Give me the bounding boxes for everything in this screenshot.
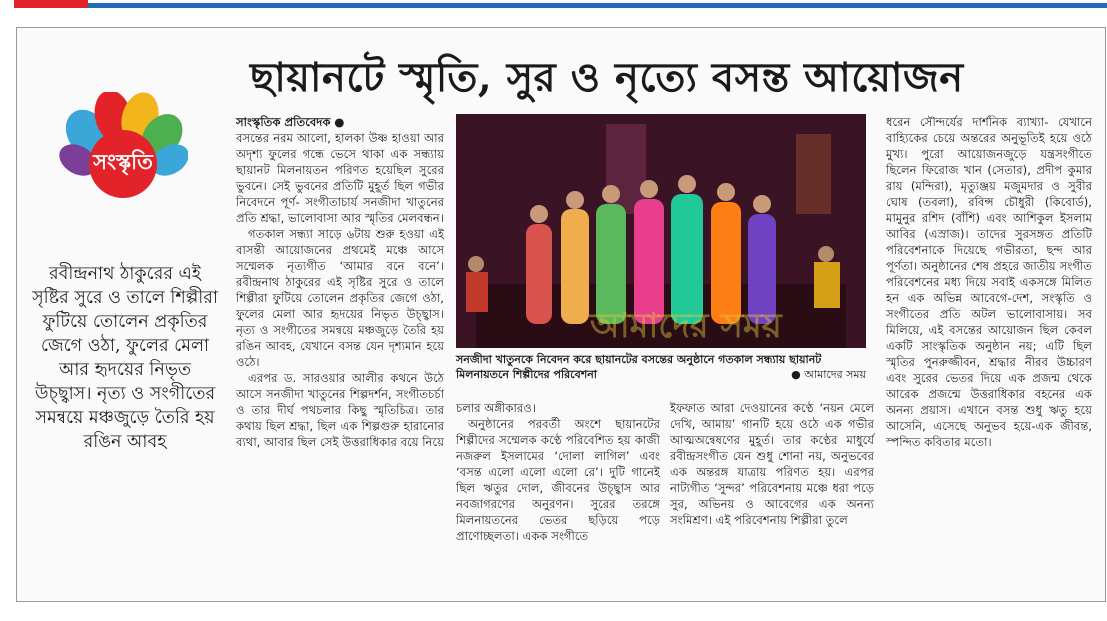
paragraph: বসন্তের নরম আলো, হালকা উষ্ণ হাওয়া আর অদৃশ্য ফুলের গন্ধে ভেসে থাকা এক সন্ধ্যায় ছায়ানট মিলনায়তন পরিণত হয়েছিল সুরের ভুবনে। সেই ভুবনের প্রতিটি মুহূর্ত ছিল গভীর নিবেদনে পূর্ণ- সংগীতাচার্য সনজীদা খাতুনের প্রতি শ্রদ্ধা, ভালোবাসা আর স্মৃতির মেলবন্ধন। xyxy=(236,131,444,225)
article-column-3 xyxy=(670,400,874,528)
paragraph: চলার অঙ্গীকারও। xyxy=(456,401,536,415)
photo-credit: ● আমাদের সময় xyxy=(791,368,866,381)
paragraph: ধরেন সৌন্দর্যের দার্শনিক ব্যাখ্যা- যেখানে বাহ্যিকের চেয়ে অন্তরের অনুভূতিই হয়ে ওঠে মুখ্য। পুরো আয়োজনজুড়ে যন্ত্রসংগীতে ছিলেন ফিরোজ খান (সেতার), প্রদীপ কুমার রায় (মন্দিরা), মৃত্যুঞ্জয় মজুমদার ও সুবীর ঘোষ (তবলা), রবিন্স চৌধুরী (কিবোর্ড), মামুনুর রশিদ (বাঁশি) এবং আশিকুল ইসলাম আবির (এস্রাজ)। তাদের সুরসঙ্গত প্রতিটি পরিবেশনাকে দিয়েছে গভীরতা, ছন্দ আর পূর্ণতা। অনুষ্ঠানের শেষ প্রহরে জাতীয় সংগীত পরিবেশনের মধ্য দিয়ে সবাই একসঙ্গে মিলিত হন এক অভিন্ন আবেগে-দেশ, সংস্কৃতি ও সংগীতের প্রতি অটল ভালোবাসায়। সব মিলিয়ে, এই বসন্তের আয়োজন ছিল কেবল একটি সাংস্কৃতিক অনুষ্ঠান নয়; এটি ছিল স্মৃতির পুনরুজ্জীবন, শ্রদ্ধার নীরব উচ্চারণ এবং সুরের ভেতর দিয়ে এক প্রজন্ম থেকে আরেক প্রজন্মে উত্তরাধিকার বহনের এক অনন্য প্রয়াস। এখানে বসন্ত শুধু ঋতু হয়ে আসেনি, এসেছে অনুভব হয়ে-এক জীবন্ত, স্পন্দিত কবিতার মতো। xyxy=(886,115,1092,449)
pull-quote: রবীন্দ্রনাথ ঠাকুরের এই সৃষ্টির সুরে ও তালে শিল্পীরা ফুটিয়ে তোলেন প্রকৃতির জেগে ওঠা, ফুলের মেলা আর হৃদয়ের নিভৃত উচ্ছ্বাস। নৃত্য ও সংগীতের সমন্বয়ে মঞ্চজুড়ে তৈরি হয় রঙিন আবহ xyxy=(32,264,218,452)
photo-watermark: আমাদের সময় xyxy=(590,306,782,346)
section-logo xyxy=(58,92,188,210)
paragraph: এরপর ড. সারওয়ার আলীর কথনে উঠে আসে সনজীদা খাতুনের শিল্পদর্শন, সংগীতচর্চা ও তার দীর্ঘ পথচলার কিছু স্মৃতিচিত্র। তার কথায় ছিল শ্রদ্ধা, ছিল এক শিল্পগুরু হারানোর ব্যথা, আবার ছিল সেই উত্তরাধিকার বয়ে নিয়ে xyxy=(236,371,444,449)
top-bar-blue-rule xyxy=(88,3,1107,8)
top-color-bar xyxy=(0,0,1107,9)
photo-caption xyxy=(456,352,866,382)
paragraph: ইফফাত আরা দেওয়ানের কণ্ঠে ‘নয়ন মেলে দেখি, আমায়’ গানটি হয়ে ওঠে এক গভীর আত্মঅন্বেষণের মুহূর্ত। তার কণ্ঠের মাধুর্যে রবীন্দ্রসংগীত যেন শুধু শোনা নয়, অনুভবের এক অন্তরঙ্গ যাত্রায় পরিণত হয়। এরপর নাট্যগীত ‘সুন্দর’ পরিবেশনায় মঞ্চে ধরা পড়ে সুর, অভিনয় ও আবেগের এক অনন্য সংমিশ্রণ। এই পরিবেশনায় শিল্পীরা তুলে xyxy=(670,401,874,527)
paragraph: অনুষ্ঠানের পরবর্তী অংশে ছায়ানটের শিল্পীদের সম্মেলক কণ্ঠে পরিবেশিত হয় কাজী নজরুল ইসলামের ‘দোলা লাগিল’ এবং ‘বসন্ত এলো এলো এলো রে’। দুটি গানেই ছিল ঋতুর দোল, জীবনের উচ্ছ্বাস আর নবজাগরণের অনুরণন। সুরের তরঙ্গে মিলনায়তনের ভেতর ছড়িয়ে পড়ে প্রাণোচ্ছলতা। একক সংগীতে xyxy=(456,417,660,543)
byline: সাংস্কৃতিক প্রতিবেদক xyxy=(236,115,331,129)
article-column-4 xyxy=(886,114,1092,450)
paragraph: গতকাল সন্ধ্যা সাড়ে ৬টায় শুরু হওয়া এই বাসন্তী আয়োজনের প্রথমেই মঞ্চে আসে সম্মেলক নৃত্যগীত ‘আমার বনে বনে’। রবীন্দ্রনাথ ঠাকুরের এই সৃষ্টির সুরে ও তালে শিল্পীরা ফুটিয়ে তোলেন প্রকৃতির জেগে ওঠা, ফুলের মেলা আর হৃদয়ের নিভৃত উচ্ছ্বাস। নৃত্য ও সংগীতের সমন্বয়ে মঞ্চজুড়ে তৈরি হয় রঙিন আবহ, যেখানে বসন্ত যেন দৃশ্যমান হয়ে ওঠে। xyxy=(236,227,444,369)
credit-text: আমাদের সময় xyxy=(804,368,866,381)
caption-text: সনজীদা খাতুনকে নিবেদন করে ছায়ানটের বসন্তের অনুষ্ঠানে গতকাল সন্ধ্যায় ছায়ানট মিলনায়তনে শিল্পীদের পরিবেশনা xyxy=(456,353,822,381)
article-column-2 xyxy=(456,400,660,544)
article-column-1: সাংস্কৃতিক প্রতিবেদক ● বসন্তের নরম আলো, হালকা উষ্ণ হাওয়া আর অদৃশ্য ফুলের গন্ধে ভেসে থাকা এক সন্ধ্যায় ছায়ানট মিলনায়তন পরিণত হয়েছিল সুরের ভুবনে। সেই ভুবনের প্রতিটি মুহূর্ত ছিল গভীর নিবেদনে পূর্ণ- সংগীতাচার্য সনজীদা খাতুনের প্রতি শ্রদ্ধা, ভালোবাসা আর স্মৃতির মেলবন্ধন। গতকাল সন্ধ্যা সাড়ে ৬টায় শুরু হওয়া এই বাসন্তী আয়োজনের প্রথমেই মঞ্চে আসে সম্মেলক নৃত্যগীত ‘আমার বনে বনে’। রবীন্দ্রনাথ ঠাকুরের এই সৃষ্টির সুরে ও তালে শিল্পীরা ফুটিয়ে তোলেন প্রকৃতির জেগে ওঠা, ফুলের মেলা আর হৃদয়ের নিভৃত উচ্ছ্বাস। নৃত্য ও সংগীতের সমন্বয়ে মঞ্চজুড়ে তৈরি হয় রঙিন আবহ, যেখানে বসন্ত যেন দৃশ্যমান হয়ে ওঠে। এরপর ড. সারওয়ার আলীর কথনে উঠে আসে সনজীদা খাতুনের শিল্পদর্শন, সংগীতচর্চা ও তার দীর্ঘ পথচলার কিছু স্মৃতিচিত্র। তার কথায় ছিল শ্রদ্ধা, ছিল এক শিল্পগুরু হারানোর ব্যথা, আবার ছিল সেই উত্তরাধিকার বয়ে নিয়ে xyxy=(236,115,444,449)
article-headline: ছায়ানটে স্মৃতি, সুর ও নৃত্যে বসন্ত আয়োজন xyxy=(250,54,964,101)
section-label: সংস্কৃতি xyxy=(93,150,153,174)
top-bar-red-accent xyxy=(14,0,88,8)
